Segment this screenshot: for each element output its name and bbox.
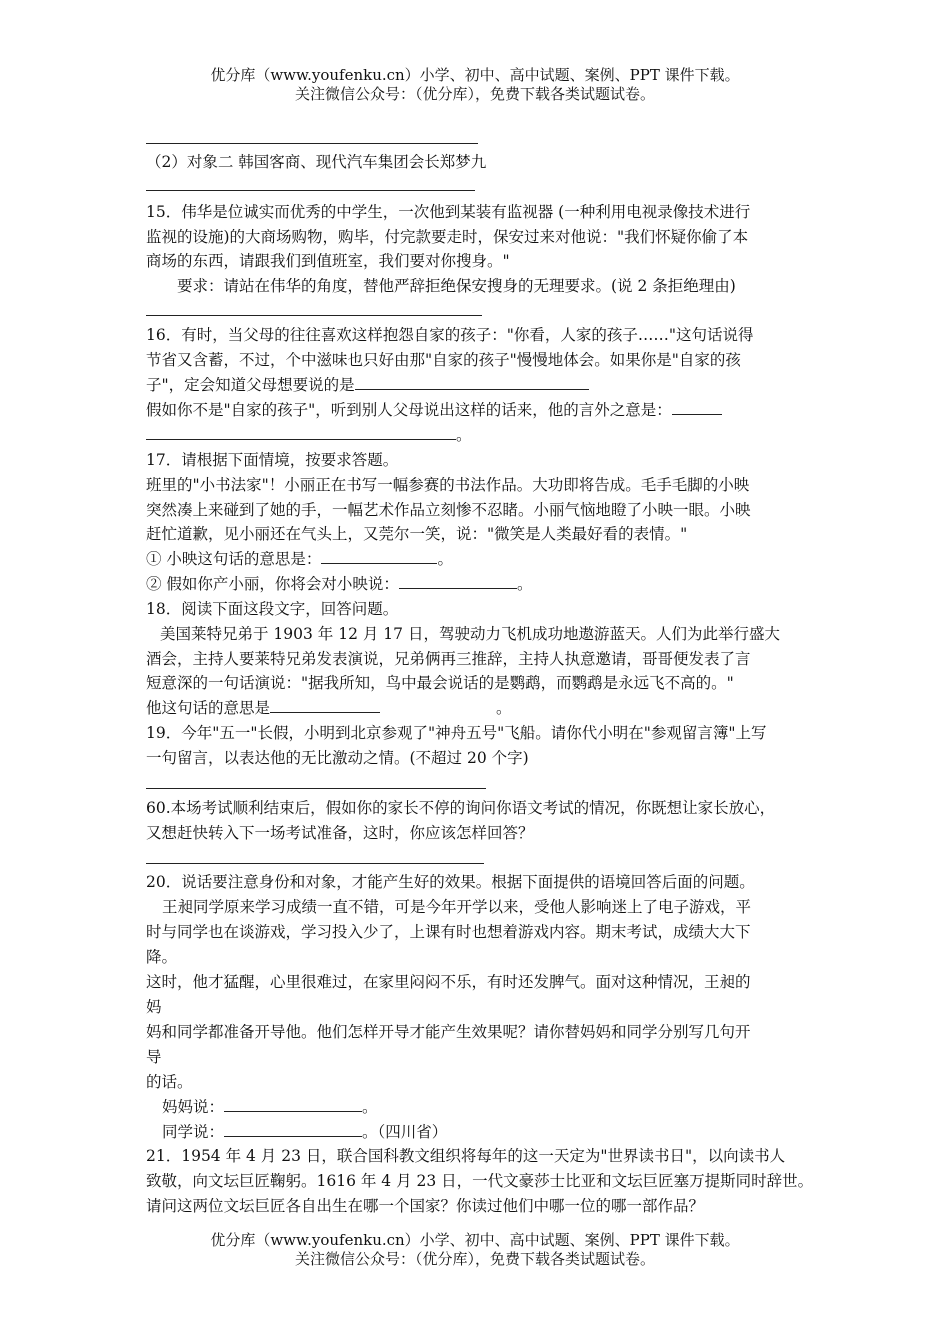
- q15-line-1: 15．伟华是位诚实而优秀的中学生，一次他到某装有监视器 (一种利用电视录像技术进行: [146, 203, 751, 221]
- footer-line-2: 关注微信公众号：（优分库），免费下载各类试题试卷。: [294, 1250, 655, 1268]
- q17-line-1: 班里的"小书法家"！小丽正在书写一幅参赛的书法作品。大功即将告成。毛手毛脚的小映: [146, 476, 750, 494]
- answer-blank[interactable]: [224, 1097, 362, 1112]
- q20-mom-end: 。: [362, 1098, 378, 1116]
- answer-blank[interactable]: [672, 400, 722, 415]
- q18-line-3: 短意深的一句话演说："据我所知，鸟中最会说话的是鹦鹉，而鹦鹉是永远飞不高的。": [146, 674, 734, 692]
- q60-line-1: 60.本场考试顺利结束后，假如你的家长不停的询问你语文考试的情况，你既想让家长放心，: [146, 799, 776, 817]
- q16-end: 。: [456, 426, 472, 444]
- q18-title: 18．阅读下面这段文字，回答问题。: [146, 600, 399, 618]
- q17-item-2-text: ② 假如你产小丽，你将会对小映说：: [146, 575, 399, 593]
- q17-item-1-end: 。: [437, 550, 453, 568]
- q20-classmate-label: 同学说：: [162, 1123, 225, 1141]
- q20-line-8: 导: [146, 1048, 162, 1066]
- answer-line: [146, 143, 478, 144]
- q21-line-1: 21．1954 年 4 月 23 日，联合国科教文组织将每年的这一天定为"世界读书日"，以向读书人: [146, 1147, 786, 1165]
- q20-source: （四川省）: [377, 1123, 448, 1141]
- header-line-2: 关注微信公众号：（优分库），免费下载各类试题试卷。: [294, 85, 655, 103]
- answer-blank[interactable]: [355, 375, 589, 390]
- q15-line-3: 商场的东西，请跟我们到值班室，我们要对你搜身。": [146, 252, 510, 270]
- answer-blank[interactable]: [321, 549, 437, 564]
- page-footer: [0, 1231, 950, 1269]
- q20-line-9: 的话。: [146, 1073, 193, 1091]
- q20-classmate-end: 。: [362, 1123, 378, 1141]
- q16-line-3-text: 子"，定会知道父母想要说的是: [146, 376, 355, 394]
- q20-line-1: 20．说话要注意身份和对象，才能产生好的效果。根据下面提供的语境回答后面的问题。: [146, 873, 755, 891]
- q18-end: 。: [496, 699, 512, 717]
- q16-line-4-text: 假如你不是"自家的孩子"，听到别人父母说出这样的话来，他的言外之意是：: [146, 401, 672, 419]
- q15-line-2: 监视的设施)的大商场购物，购毕，付完款要走时，保安过来对他说："我们怀疑你偷了本: [146, 228, 749, 246]
- q17-title: 17．请根据下面情境，按要求答题。: [146, 451, 399, 469]
- q16-line-4: [146, 400, 722, 420]
- q20-line-2: 王昶同学原来学习成绩一直不错，可是今年开学以来，受他人影响迷上了电子游戏，平: [162, 898, 752, 916]
- q17-line-2: 突然凑上来碰到了她的手，一幅艺术作品立刻惨不忍睹。小丽气恼地瞪了小映一眼。小映: [146, 501, 751, 519]
- q16-line-1: 16．有时，当父母的往往喜欢这样抱怨自家的孩子："你看，人家的孩子……"这句话说得: [146, 326, 754, 344]
- q14-part2-text: （2）对象二 韩国客商、现代汽车集团会长郑梦九: [146, 153, 487, 171]
- q16-line-2: 节省又含蓄，不过，个中滋味也只好由那"自家的孩子"慢慢地体会。如果你是"自家的孩: [146, 351, 741, 369]
- q19-line-2: 一句留言，以表达他的无比激动之情。(不超过 20 个字): [146, 749, 529, 767]
- answer-blank[interactable]: [224, 1122, 362, 1137]
- q20-line-5: 这时，他才猛醒，心里很难过，在家里闷闷不乐，有时还发脾气。面对这种情况，王昶的: [146, 973, 751, 991]
- q19-line-1: 19．今年"五一"长假，小明到北京参观了"神舟五号"飞船。请你代小明在"参观留言簿"上写: [146, 724, 767, 742]
- q18-line-2: 酒会，主持人要莱特兄弟发表演说，兄弟俩再三推辞，主持人执意邀请，哥哥便发表了言: [146, 650, 751, 668]
- q21-line-3: 请问这两位文坛巨匠各自出生在哪一个国家？你读过他们中哪一位的哪一部作品？: [146, 1197, 705, 1215]
- answer-blank[interactable]: [270, 698, 380, 713]
- q20-line-6: 妈: [146, 998, 162, 1016]
- answer-blank[interactable]: [399, 574, 517, 589]
- q20-line-7: 妈和同学都准备开导他。他们怎样开导才能产生效果呢？请你替妈妈和同学分别写几句开: [146, 1023, 751, 1041]
- q20-mom-label: 妈妈说：: [162, 1098, 225, 1116]
- footer-line-1: 优分库（www.youfenku.cn）小学、初中、高中试题、案例、PPT 课件下载。: [210, 1231, 740, 1249]
- answer-line: [146, 788, 486, 789]
- q20-line-3: 时与同学也在谈游戏，学习投入少了，上课有时也想着游戏内容。期末考试，成绩大大下: [146, 923, 751, 941]
- answer-line: [146, 315, 482, 316]
- q18-question: [146, 698, 512, 718]
- page-header: [0, 66, 950, 104]
- q17-item-2-end: 。: [516, 575, 533, 593]
- answer-line: [146, 190, 475, 191]
- q17-line-3: 赶忙道歉，见小丽还在气头上，又莞尔一笑，说："微笑是人类最好看的表情。": [146, 525, 688, 543]
- q20-line-4: 降。: [146, 948, 178, 966]
- answer-line: [146, 863, 484, 864]
- q16-line-3: [146, 375, 589, 395]
- q17-item-2: [146, 574, 532, 594]
- q21-line-2: 致敬，向文坛巨匠鞠躬。1616 年 4 月 23 日，一代文豪莎士比亚和文坛巨匠塞万提斯同时辞世。: [146, 1172, 814, 1190]
- answer-blank[interactable]: [146, 425, 456, 440]
- q20-classmate-line: [146, 1122, 447, 1142]
- q17-item-1: [146, 549, 453, 569]
- header-line-1: 优分库（www.youfenku.cn）小学、初中、高中试题、案例、PPT 课件下载。: [210, 66, 740, 84]
- q60-line-2: 又想赶快转入下一场考试准备，这时，你应该怎样回答？: [146, 824, 534, 842]
- q15-requirement: 要求：请站在伟华的角度，替他严辞拒绝保安搜身的无理要求。(说 2 条拒绝理由): [177, 277, 736, 295]
- q18-question-text: 他这句话的意思是: [146, 699, 271, 717]
- q16-line-5: [146, 425, 472, 445]
- q20-mom-line: [146, 1097, 378, 1117]
- q17-item-1-text: ① 小映这句话的意思是：: [146, 550, 322, 568]
- q18-line-1: 美国莱特兄弟于 1903 年 12 月 17 日，驾驶动力飞机成功地遨游蓝天。人们为此举行盛大: [160, 625, 780, 643]
